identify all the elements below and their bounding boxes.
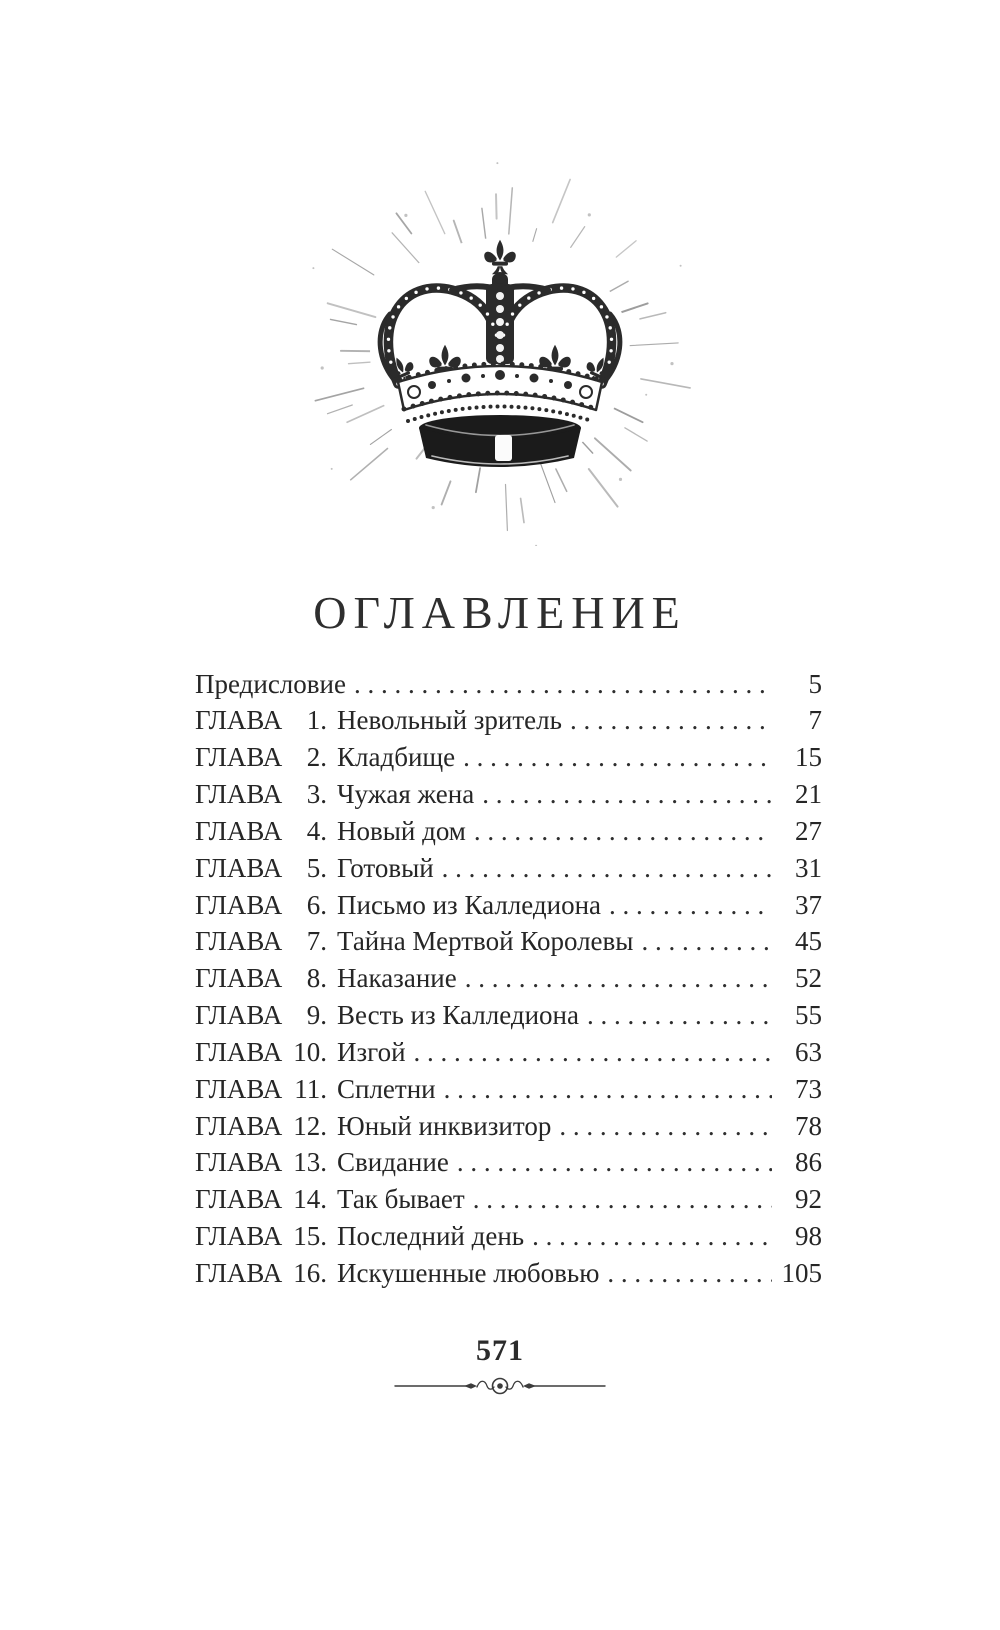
chapter-label: ГЛАВА [195,852,283,883]
toc-entry [195,1071,822,1108]
chapter-label: ГЛАВА [195,779,283,810]
dot-leader [466,813,772,850]
dot-leader [551,1108,772,1145]
chapter-label: ГЛАВА [195,1110,283,1141]
chapter-number: 2. [306,742,327,773]
page-ref: 31 [795,852,822,883]
toc-entry [195,776,822,813]
page-ref: 78 [795,1110,822,1141]
chapter-title: Чужая жена [337,779,475,810]
dot-leader [436,1071,772,1108]
chapter-label: ГЛАВА [195,1221,283,1252]
chapter-number: 6. [306,889,327,920]
chapter-number: 9. [306,1000,327,1031]
chapter-label: ГЛАВА [195,1036,283,1067]
dot-leader [524,1218,772,1255]
chapter-number: 15. [293,1221,327,1252]
page-ref: 37 [795,889,822,920]
toc-entry [195,702,822,739]
page-ref: 45 [795,926,822,957]
chapter-number: 13. [293,1147,327,1178]
chapter-title: Последний день [337,1221,525,1252]
chapter-label: ГЛАВА [195,1258,283,1288]
dot-leader [457,960,772,997]
chapter-title: Письмо из Калледиона [337,889,602,920]
toc-entry [195,1218,822,1255]
chapter-label: ГЛАВА [195,705,283,736]
toc-entry [195,1034,822,1071]
chapter-label: ГЛАВА [195,926,283,957]
page-ref: 21 [795,779,822,810]
chapter-number: 3. [306,779,327,810]
page-footer [0,1334,1000,1400]
page-ref: 98 [795,1221,822,1252]
page-ref: 86 [795,1147,822,1178]
chapter-label: ГЛАВА [195,889,283,920]
book-page [0,138,1000,1630]
chapter-title: Изгой [337,1036,406,1067]
crown-icon [280,138,720,546]
page-ref: 5 [808,668,822,699]
dot-leader [601,887,772,924]
toc-entry [195,923,822,960]
folio-page-number: 571 [476,1333,524,1367]
toc-entry [195,666,822,703]
chapter-number: 16. [293,1258,327,1288]
chapter-title: Юный инквизитор [337,1110,552,1141]
chapter-number: 8. [306,963,327,994]
toc-entry [195,997,822,1034]
crown-illustration-container [280,138,720,546]
page-ref: 7 [808,705,822,736]
chapter-number: 11. [294,1073,327,1104]
chapter-title: Готовый [337,852,434,883]
toc-entry [195,739,822,776]
dot-leader [465,1181,772,1218]
chapter-title: Весть из Калледиона [337,1000,579,1031]
chapter-title: Невольный зритель [337,705,562,736]
chapter-label: ГЛАВА [195,963,283,994]
chapter-number: 14. [293,1184,327,1215]
toc-entry [195,1108,822,1145]
dot-leader [633,923,772,960]
page-ref: 73 [795,1073,822,1104]
page-ref: 27 [795,815,822,846]
chapter-title: Свидание [337,1147,449,1178]
chapter-label: ГЛАВА [195,815,283,846]
dot-leader [562,702,772,739]
chapter-title: Новый дом [337,815,466,846]
chapter-number: 12. [293,1110,327,1141]
toc-entry [195,1255,822,1292]
page-ref: 52 [795,963,822,994]
dot-leader [474,776,772,813]
page-ref: 92 [795,1184,822,1215]
dot-leader [449,1144,772,1181]
dot-leader [599,1255,772,1292]
chapter-title: Кладбище [337,742,456,773]
dot-leader [346,666,772,703]
toc-entry [195,1144,822,1181]
chapter-number: 7. [306,926,327,957]
chapter-title: Тайна Мертвой Королевы [337,926,634,957]
dot-leader [406,1034,772,1071]
chapter-number: 5. [306,852,327,883]
dot-leader [455,739,772,776]
toc-entry [195,850,822,887]
page-ref: 105 [781,1258,822,1288]
dot-leader [579,997,772,1034]
chapter-number: 4. [306,815,327,846]
toc-entry [195,813,822,850]
chapter-title: Сплетни [337,1073,436,1104]
page-ref: 63 [795,1036,822,1067]
page-title: ОГЛАВЛЕНИЕ [313,587,687,638]
chapter-title: Наказание [337,963,457,994]
toc-list [195,666,822,1292]
dot-leader [434,850,772,887]
chapter-label: ГЛАВА [195,1000,283,1031]
chapter-title: Так бывает [337,1184,465,1215]
toc-entry [195,887,822,924]
page-ref: 55 [795,1000,822,1031]
toc-entry [195,960,822,997]
page-ref: 15 [795,742,822,773]
chapter-title: Искушенные любовью [337,1258,600,1288]
ornamental-divider-icon [392,1370,608,1400]
chapter-title: Предисловие [195,668,346,699]
chapter-number: 1. [306,705,327,736]
chapter-label: ГЛАВА [195,742,283,773]
toc-entry [195,1181,822,1218]
chapter-label: ГЛАВА [195,1184,283,1215]
chapter-number: 10. [293,1036,327,1067]
chapter-label: ГЛАВА [195,1073,283,1104]
chapter-label: ГЛАВА [195,1147,283,1178]
